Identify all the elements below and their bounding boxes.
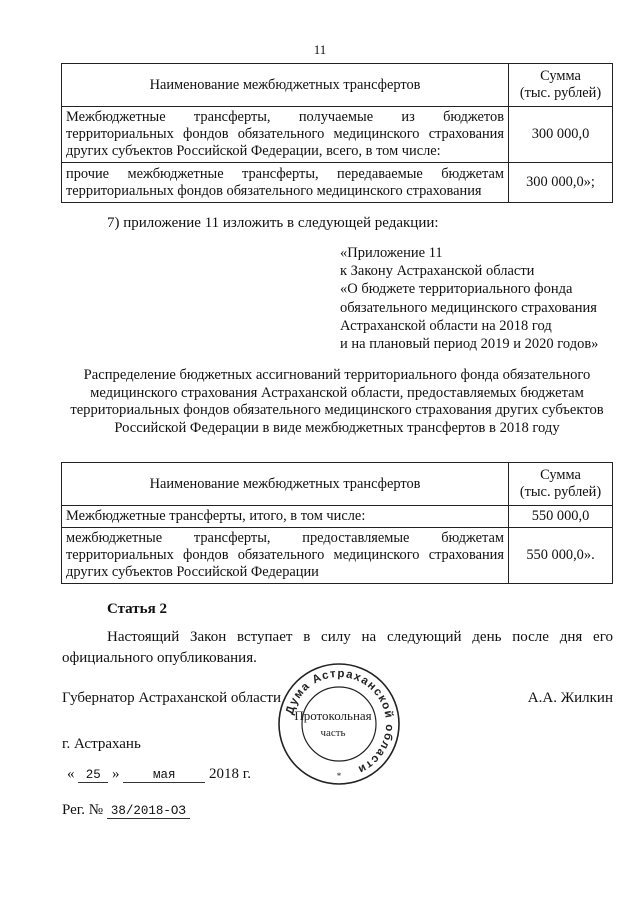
table-row [62, 163, 613, 203]
distribution-title: Распределение бюджетных ассигнований территориального фонда обязательного медицинского страхования Астраханской области, предоставляемых бюджетам территориальных фондов обязательного медицинского страхования других субъектов Российской Федерации в виде межбюджетных трансфертов в 2018 году [70, 367, 604, 436]
table-header-name: Наименование межбюджетных трансфертов [62, 463, 509, 506]
transfers-table-received [61, 63, 613, 203]
table-cell-sum: 550 000,0». [509, 528, 613, 584]
table-row [62, 107, 613, 163]
stamp-ring-text: Дума Астраханской области [283, 667, 396, 776]
registration-number [62, 802, 190, 819]
date-close-quote: » [112, 766, 120, 782]
table-cell-name: Межбюджетные трансферты, итого, в том числе: [62, 506, 509, 528]
table-cell-sum: 300 000,0»; [509, 163, 613, 203]
stamp-star-icon: * [336, 771, 342, 781]
table-cell-name: межбюджетные трансферты, предоставляемые бюджетам территориальных фондов обязательного медицинского страхования других субъектов Российской Федерации [62, 528, 509, 584]
sum-header-line2: (тыс. рублей) [519, 85, 602, 101]
stamp-outer-ring [279, 664, 399, 784]
table-header-row [62, 463, 613, 506]
page-number: 11 [313, 42, 327, 57]
table-row [62, 506, 613, 528]
signing-place: г. Астрахань [62, 736, 141, 752]
sum-header-line2: (тыс. рублей) [519, 484, 602, 500]
table-row [62, 528, 613, 584]
article-text: Настоящий Закон вступает в силу на следующий день после дня его официального опубликования. [62, 629, 613, 666]
sum-header-line1: Сумма [540, 467, 581, 483]
signatory-position: Губернатор Астраханской области [62, 690, 282, 706]
stamp-center-line1: Протокольная [294, 708, 372, 723]
table-header-row [62, 64, 613, 107]
transfers-table-provided [61, 462, 613, 584]
table-header-name: Наименование межбюджетных трансфертов [62, 64, 509, 107]
amendment-item-7: 7) приложение 11 изложить в следующей редакции: [107, 215, 439, 231]
date-month: мая [123, 768, 205, 783]
signatory-name: А.А. Жилкин [527, 690, 613, 706]
stamp-inner-ring [302, 687, 376, 761]
stamp-center-line2: часть [320, 727, 346, 739]
sum-header-line1: Сумма [540, 68, 581, 84]
date-day: 25 [78, 768, 108, 783]
table-header-sum [509, 64, 613, 107]
table-header-sum [509, 463, 613, 506]
table-cell-sum: 550 000,0 [509, 506, 613, 528]
official-stamp [277, 662, 401, 786]
article-title: Статья 2 [107, 601, 167, 617]
table-cell-sum: 300 000,0 [509, 107, 613, 163]
annex-header: «Приложение 11 к Закону Астраханской области «О бюджете территориального фонда обязательного медицинского страхования Астраханской области на 2018 год и на плановый период 2019 и 2020 годов» [340, 245, 599, 353]
table-cell-name: прочие межбюджетные трансферты, передаваемые бюджетам территориальных фондов обязательного медицинского страхования [62, 163, 509, 203]
table-cell-name: Межбюджетные трансферты, получаемые из бюджетов территориальных фондов обязательного медицинского страхования других субъектов Российской Федерации, всего, в том числе: [62, 107, 509, 163]
registration-label: Рег. № [62, 802, 104, 818]
signing-date [67, 766, 251, 783]
date-open-quote: « [67, 766, 75, 782]
date-year: 2018 г. [209, 766, 251, 782]
registration-value: 38/2018-ОЗ [107, 804, 190, 819]
